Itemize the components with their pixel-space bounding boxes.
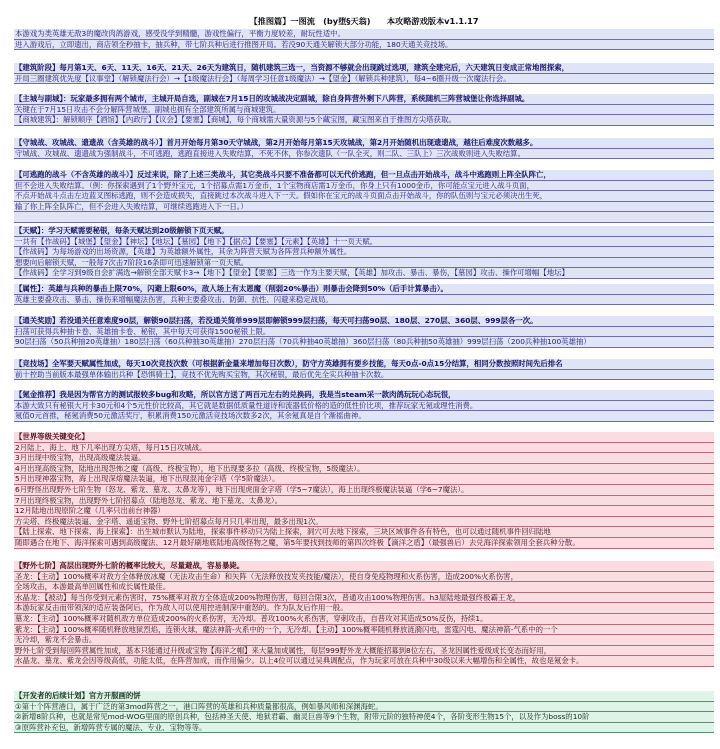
text-line: 水晶龙：【被动】每当你受到元素伤害时，75%概率对敌方全体造成200%物理伤害，每回合限3次，普通攻击100%物理伤害。h3屋陆地最强终极霸王龙， [14, 593, 714, 604]
text-line: ③原阵营补充包，新增阵营专属的魔法、专业、宝物等等。 [14, 723, 714, 734]
text-line: 开局三圈建筑优先度【议事堂】（解锁魔法行会）→【1级魔法行会】（每周学习任意1级魔法）→【望金】（解锁兵种建筑），每4~6圈升级一次魔法行会。 [14, 74, 714, 85]
text-line: 墓龙：【主动】100%概率对随机敌方单位造成200%的火系伤害，无冷却。普攻100%火系伤害，穿刺攻击，自普攻对其造成50%反伤，持续1。 [14, 614, 714, 625]
text-line: ②新增8阶兵种，也就是常见mod-WOG里面的原创兵种，包括神圣天使、地狱君霸、幽灵巨兽等9个生物，附带元阶的独特神使4个，各阶变形生物15个，以及作为boss的10阶 [14, 712, 714, 723]
text-line: 野外七阶受到每回阵营属性加成，基本只能通过升级或宝物【海洋之帽】来大量加成属性，每层999野外龙大概能招募到8位左右，圣龙因属性爱级成长变态而好用， [14, 646, 714, 657]
section-attributes [14, 284, 714, 305]
text-line: 6月野怪出现野外七阶生物（怒龙、紫龙、墓龙、太鼻龙等），地下出现虎面金字塔（学5~7魔法），海上出现终极魔法装逼（学6~7魔法）。 [14, 485, 714, 496]
text-line: 氪值0元首推，秘氪消费50元激活奖厅，积累消费150元激活竞技场次数多2次，其余氪真是自个渐摇曲神。 [14, 411, 714, 422]
section-intro [14, 29, 714, 50]
text-line: 本游玩家反击而带领深的适应装备阿后，作为敌人可以使用控进制深中重怒的。作为队友后作用一般。 [14, 603, 714, 614]
text-line: 方尖塔、终极魔法装逼、金字塔、遥遥宝物、野外七阶招募点每月只几率出现，最多出现1次。 [14, 517, 714, 528]
text-line: 12月陆地出现原阶之魔（几率只出前台神器） [14, 506, 714, 517]
text-line: 【开发者的后续计划】官方开服画的饼 [14, 691, 714, 702]
text-line: 想要向后解锁天赋，一般每7次击7阶段16条即可迅速解锁第一页天赋。 [14, 258, 714, 269]
section-dev-plans [14, 691, 714, 733]
text-line [14, 212, 714, 223]
text-line: 一共有【作战码】【城堡】【望金】【神坛】【地坛】【墓园】【地下】【据点】【要塞】【元素】【英雄】十一页天赋。 [14, 237, 714, 248]
text-line: 【建筑阶段】每月第1天、6天、11天、16天、21天、26天为建筑日，随机建筑三选一，当资源不够就会出现跳过选项，建筑全建完后，六天建筑日变成正常地图探索， [14, 63, 714, 74]
text-line: 英雄主要叠攻击、暴击、操伤来增幅魔法伤害，兵种主要叠攻击、防御、抗性、闪避来稳定战局。 [14, 295, 714, 306]
text-line: 【属性】：英雄与兵种的暴击上限70%，闪避上限60%，敌人场上有太恩魔（削弱20%暴击）则暴击会降到50%（后手计算暴击）。 [14, 284, 714, 295]
text-line: 守城战、攻城战、遗遗战为强制战斗，不可逃跑，逃跑直接进入失败结算，不死不休，你参次遗队（一队全灭，则二队、三队上）三次战败则进入失败结算。 [14, 149, 714, 160]
text-line: 【商城建筑】：解锁顺序【酒馆】【内政厅】【议会】【要塞】【商城】，每个商城需大量资源与5个藏宝图，藏宝图来自于推图方尖塔获取。 [14, 115, 714, 126]
section-escape [14, 170, 714, 223]
text-line: 【作战码】为每场游戏的出场资源，【英雄】为英雄额外属性，其余为阵营天赋为各阵营兵种额外属性。 [14, 247, 714, 258]
text-line: 随即遇合在地下、海洋探索可遇到高级魔法、12月最好刷地底陆地高级怪物之魔，第5年要找到技师的第四次终极【滴洋之盾】（最强兽后）去兑海洋探索领用全套兵种分散。 [14, 538, 714, 549]
text-line: 全场攻击，本游最高单回属性和成长属性最佳。 [14, 582, 714, 593]
text-line: 进入游戏后，立即遗出，商店领全秒抽卡，抽兵种，带七阶兵种后进行推图开局。若没90天通关解锁大部分功能，180天通关竞技场。 [14, 40, 714, 51]
text-line: 7月出现终极宝物，出现野外七阶招募点（陆地怒龙、紫龙、地下墓龙、太鼻龙）。 [14, 496, 714, 507]
text-line: 前十控助当前版本最强单体输出兵种【恐惧骑士】，竞技不优先购买宝物，其次秘银，最后优先全实兵种抽卡次数。 [14, 370, 714, 381]
text-line: 圣龙：【主动】100%概率对敌方全体释放冰魔（无法攻击生命）和矢阵（无法释放技发夹技能/魔法），使自身免疫物理和火系伤害，造成200%火系伤害， [14, 572, 714, 583]
section-world-level [14, 432, 714, 549]
text-line: 【氪金推荐】我是因为帮官方的测试报较多bug和攻略，所以官方送了两百元左右的兑换码，我是当steam采一款肉鸽玩玩心态玩很， [14, 390, 714, 401]
section-clear-rewards [14, 316, 714, 348]
section-talent [14, 226, 714, 279]
text-line: 本游大致只有秘银大月卡30元和4个5元性价比较高，其它就是数据低质量性道诗和流器低价格的造的低性价比项，推荐玩家无氪或理性消费。 [14, 401, 714, 412]
text-line: 【作战码】全学习到9级自会扩满选→解锁全部天赋卡3→【地下】【望金】【要塞】三选一作为主要天赋，【英雄】加攻击、暴击、暴伤，【墓园】攻击、操作可增幅【地坛】 [14, 268, 714, 279]
text-line: 【通关奖励】若没通关任意难度90层，解锁90层扫荡，若没通关简单999层即解锁999层扫荡，每天可扫荡90层、180层、270层、360层、999层各一次。 [14, 316, 714, 327]
text-line: 不点开始战斗点击左边蓝叉图标逃跑，则不会造成损失，直接跳过本次战斗进入下一天。假如你在宝元的战斗页面点击开始战斗，你的队伍则与宝元必须决出生死， [14, 191, 714, 202]
section-main-city [14, 94, 714, 126]
text-line: 关键在于7月15日攻击不会分解阵营城堡。副城也拥有全部建筑所属与商城建筑。 [14, 105, 714, 116]
text-line: 【竞技场】全军要天赋属性加成，每天10次竞技次数（可根据新金量来增加每日次数），防守方英雄拥有要乡技能，每天0点-0点15分结算，相同分数按照时间先后排名 [14, 359, 714, 370]
text-line: 3月出现中级宝物，出现高级魔法装逼。 [14, 453, 714, 464]
page-title: 【推图篇】一图流 (by堕§天翁) 本攻略游戏版本v1.1.17 [249, 16, 479, 26]
text-line: 2月陆上、海上、地下几率出现方尖塔，每月15日攻城战。 [14, 443, 714, 454]
section-payment [14, 390, 714, 422]
section-siege [14, 138, 714, 159]
section-wild-tier7 [14, 561, 714, 667]
text-line: 但不会进入失败结算。（例：你探索遇到了1个野外宝元，1个招募点需1万金币，1个宝物商店需1万金币，你身上只有1000金币，你可能点宝元进入战斗页面， [14, 181, 714, 192]
text-line: 无冷却，紫龙不会暴击。 [14, 635, 714, 646]
text-line: ①第十个阵营港口，属于广泛的第3mod阵营之一，港口阵营的英雄和兵种质量都很高，例如暴风师和深渊海蛇。 [14, 702, 714, 713]
text-line: 4月出现高级宝物，陆地出现怨怖之魔（高级、终极宝物），地下出现要多拉（高级、终极宝物，5级魔法）。 [14, 464, 714, 475]
text-line: 水晶龙、墓龙、紫龙会因等级高低，功能太低，在阵营加成，而作用偏少。以上4位可以通过吴典调配点，作为玩家可放在兵种中30级以来大幅增伤和全属性，故也是氪金卡。 [14, 656, 714, 667]
text-line: 90层扫荡（50兵种抽20英雄抽）180层扫荡（60兵种抽30英雄抽）270层扫荡（70兵种抽40英雄抽）360层扫荡（80兵种抽50英雄抽）999层扫荡（200兵种抽100英雄抽） [14, 337, 714, 348]
text-line: 【世界等级关键变化】 [14, 432, 714, 443]
text-line: 【陆上探索、地下探索、海上探索】：出生城市默认为陆地，探索事件移动只为陆上探索，洞穴可去地下探索，三块区域事件各有特色，也可以通过随机事件回归陆地 [14, 527, 714, 538]
section-build-phase [14, 63, 714, 84]
text-line: 紫龙：【主动】100%概率随机释放地狱烈焰，连锁火球，魔法神箭-火系中的一个，无冷却。【主动】100%概率随机释放涟漪闪电，雷霆闪电、魔法神箭-气系中的一个 [14, 625, 714, 636]
text-line: 【天赋】：学习天赋需要秘银，每条天赋达到20级解锁下页天赋。 [14, 226, 714, 237]
text-line: 【野外七阶】高层出现野外七阶的概率比较大，尽量避战，容易暴毙。 [14, 561, 714, 572]
section-arena [14, 359, 714, 380]
text-line: 本游戏为类英雄无敌3的魔改肉鸽游戏，感受没学到精髓，游戏性偏行，平衡力度较差，耐玩性适中。 [14, 29, 714, 40]
text-line: 5月出现神器宝物，海上出现深熔魔法装逼，地下出现混沌金字塔（学5阶魔法）。 [14, 474, 714, 485]
text-line: 扫荡可获得兵种抽卡卷、英雄抽卡卷、秘银，其中每天可获得1500秘银上限。 [14, 327, 714, 338]
text-line: 【主城与副城】：玩家最多拥有两个城市，主城开局自选，副城在7月15日的攻城战决定副城，除自身阵营外剩下八阵营，系统随机三阵营城堡让你选择副城。 [14, 94, 714, 105]
text-line: 【可逃跑的战斗（不含英雄的战斗）】反过来说，除了上述三类战斗，其它类战斗只要不准备都可以无代价逃跑，但一旦点击开始战斗，战斗中逃跑则上阵全队阵亡， [14, 170, 714, 181]
text-line: 输了你上阵全队阵亡，但不会进入失败结算，可继续逃跑进入下一日。） [14, 202, 714, 213]
text-line: 【守城战、攻城战、遗遗战（含英雄的战斗）】首月开始每月第30天守城战，第2月开始每月第15天攻城战，第2月开始随机出现遗遗战，越往后难度次数越多。 [14, 138, 714, 149]
